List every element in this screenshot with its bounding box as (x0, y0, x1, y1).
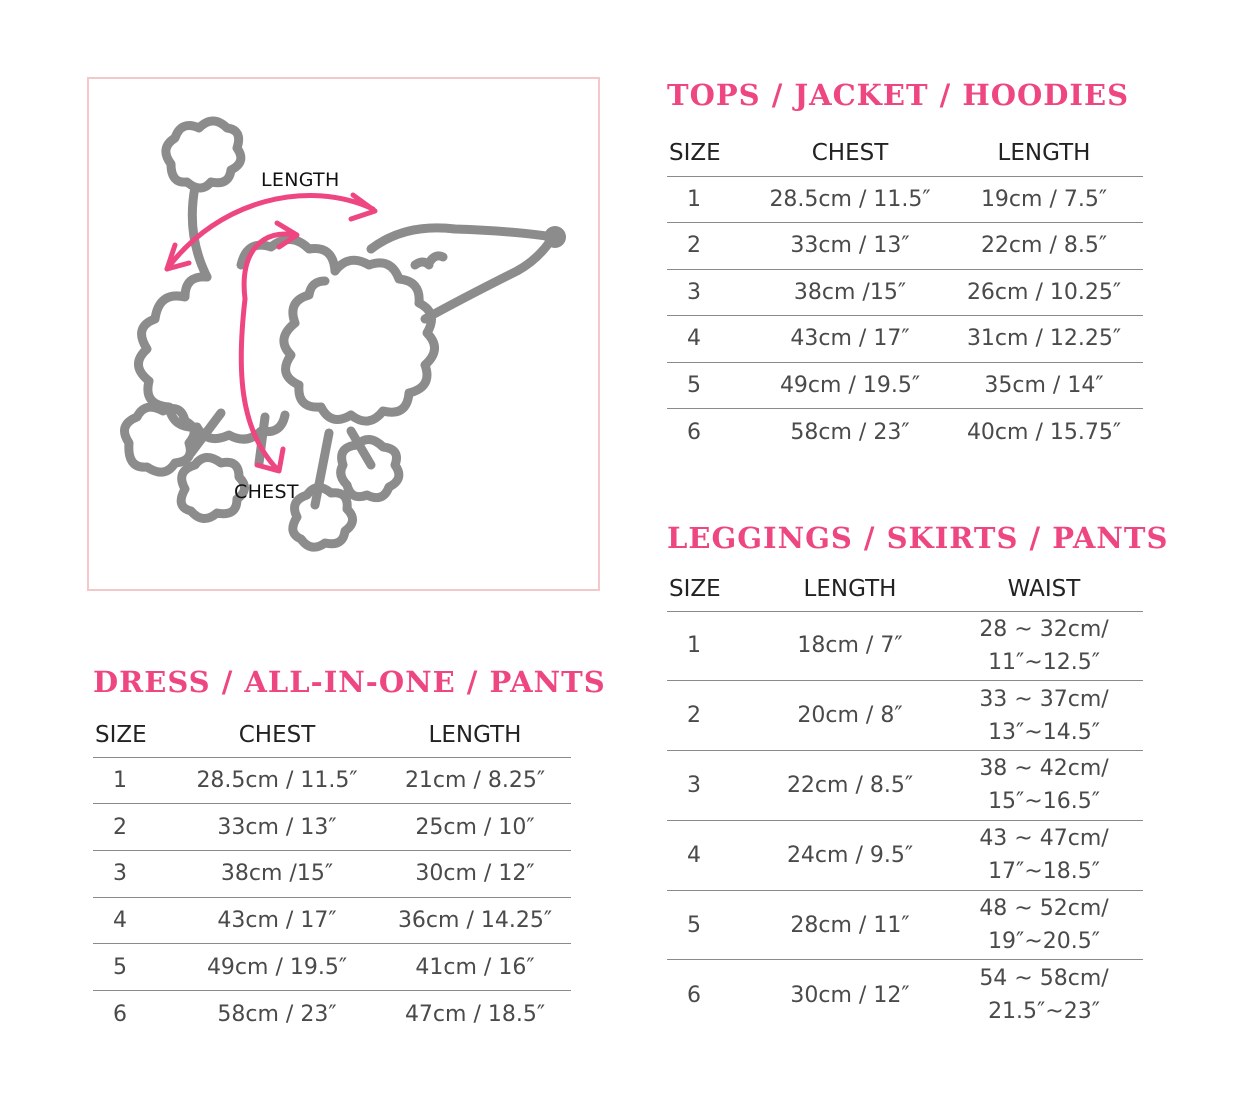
cell-length: 18cm / 7″ (755, 611, 945, 681)
leggings-table (667, 567, 1143, 1030)
cell-size: 5 (93, 944, 175, 991)
cell-length: 40cm / 15.75″ (966, 419, 1122, 445)
waist-cm: 33 ~ 37cm/ (979, 686, 1109, 712)
waist-cm: 54 ~ 58cm/ (979, 966, 1109, 992)
tops-table (667, 130, 1143, 455)
table-row (667, 362, 1143, 409)
table-header: WAIST (945, 567, 1143, 611)
cell-waist (945, 960, 1143, 1030)
leggings-section (667, 521, 1168, 1030)
table-row (93, 757, 571, 804)
table-row (667, 269, 1143, 316)
cell-chest: 58cm / 23″ (217, 1001, 337, 1027)
table-row (667, 223, 1143, 270)
poodle-icon (89, 79, 602, 593)
dress-section (93, 665, 606, 1037)
cell-chest: 38cm /15″ (755, 269, 945, 316)
measurement-diagram (87, 77, 600, 591)
cell-size: 3 (667, 751, 755, 821)
cell-waist (945, 611, 1143, 681)
table-header: LENGTH (945, 130, 1143, 176)
cell-length: 24cm / 9.5″ (755, 820, 945, 890)
cell-chest: 43cm / 17″ (755, 316, 945, 363)
cell-chest: 49cm / 19.5″ (175, 944, 379, 991)
waist-in: 15″~16.5″ (988, 789, 1100, 815)
cell-chest: 38cm /15″ (175, 850, 379, 897)
cell-length: 36cm / 14.25″ (379, 897, 571, 944)
table-header: SIZE (667, 567, 755, 611)
cell-size: 4 (667, 316, 755, 363)
dress-title: DRESS / ALL-IN-ONE / PANTS (93, 665, 606, 699)
table-header: CHEST (755, 130, 945, 176)
leggings-title: LEGGINGS / SKIRTS / PANTS (667, 521, 1169, 555)
table-row (667, 611, 1143, 681)
table-row (667, 409, 1143, 456)
cell-size: 2 (667, 681, 755, 751)
cell-chest: 28.5cm / 11.5″ (755, 176, 945, 223)
cell-length: 41cm / 16″ (379, 944, 571, 991)
table-header: SIZE (93, 713, 175, 757)
cell-chest: 28.5cm / 11.5″ (175, 757, 379, 804)
cell-length: 31cm / 12.25″ (945, 316, 1143, 363)
waist-cm: 48 ~ 52cm/ (979, 896, 1109, 922)
table-header: LENGTH (755, 567, 945, 611)
table-row (667, 681, 1143, 751)
cell-chest: 49cm / 19.5″ (755, 362, 945, 409)
table-row (667, 316, 1143, 363)
tops-section (667, 78, 1143, 455)
cell-chest: 33cm / 13″ (175, 804, 379, 851)
dress-table (93, 713, 571, 1037)
cell-waist (945, 751, 1143, 821)
waist-cm: 43 ~ 47cm/ (979, 826, 1109, 852)
cell-size: 3 (667, 269, 755, 316)
cell-chest: 58cm / 23″ (790, 419, 910, 445)
cell-length: 30cm / 12″ (379, 850, 571, 897)
cell-length: 30cm / 12″ (790, 982, 910, 1008)
cell-size: 3 (93, 850, 175, 897)
waist-in: 11″~12.5″ (988, 649, 1100, 675)
table-row (93, 850, 571, 897)
table-row (667, 820, 1143, 890)
cell-length: 35cm / 14″ (945, 362, 1143, 409)
cell-size: 1 (667, 611, 755, 681)
cell-length: 21cm / 8.25″ (379, 757, 571, 804)
table-row (93, 990, 571, 1037)
cell-size: 1 (93, 757, 175, 804)
cell-size: 2 (93, 804, 175, 851)
waist-in: 17″~18.5″ (988, 859, 1100, 885)
cell-waist (945, 681, 1143, 751)
tops-title: TOPS / JACKET / HOODIES (667, 78, 1130, 112)
table-header: SIZE (667, 130, 755, 176)
cell-size: 5 (667, 890, 755, 960)
table-header: CHEST (175, 713, 379, 757)
waist-in: 19″~20.5″ (988, 929, 1100, 955)
waist-in: 21.5″~23″ (988, 999, 1100, 1025)
table-row (93, 944, 571, 991)
length-label: LENGTH (261, 169, 340, 191)
cell-chest: 33cm / 13″ (755, 223, 945, 270)
table-row (667, 751, 1143, 821)
table-row (93, 804, 571, 851)
cell-chest: 43cm / 17″ (175, 897, 379, 944)
cell-size: 6 (687, 982, 701, 1008)
waist-cm: 28 ~ 32cm/ (979, 616, 1109, 642)
chest-label: CHEST (234, 481, 299, 503)
cell-length: 20cm / 8″ (755, 681, 945, 751)
cell-waist (945, 890, 1143, 960)
cell-size: 4 (667, 820, 755, 890)
cell-size: 6 (113, 1001, 127, 1027)
cell-size: 6 (687, 419, 701, 445)
waist-in: 13″~14.5″ (988, 719, 1100, 745)
cell-length: 19cm / 7.5″ (945, 176, 1143, 223)
table-row (667, 960, 1143, 1030)
cell-size: 4 (93, 897, 175, 944)
cell-length: 22cm / 8.5″ (755, 751, 945, 821)
table-header: LENGTH (379, 713, 571, 757)
cell-waist (945, 820, 1143, 890)
table-row (93, 897, 571, 944)
cell-size: 1 (667, 176, 755, 223)
cell-length: 47cm / 18.5″ (404, 1001, 546, 1027)
cell-size: 5 (667, 362, 755, 409)
waist-cm: 38 ~ 42cm/ (979, 756, 1109, 782)
cell-length: 25cm / 10″ (379, 804, 571, 851)
cell-length: 26cm / 10.25″ (945, 269, 1143, 316)
table-row (667, 176, 1143, 223)
cell-length: 22cm / 8.5″ (945, 223, 1143, 270)
cell-size: 2 (667, 223, 755, 270)
cell-length: 28cm / 11″ (755, 890, 945, 960)
table-row (667, 890, 1143, 960)
